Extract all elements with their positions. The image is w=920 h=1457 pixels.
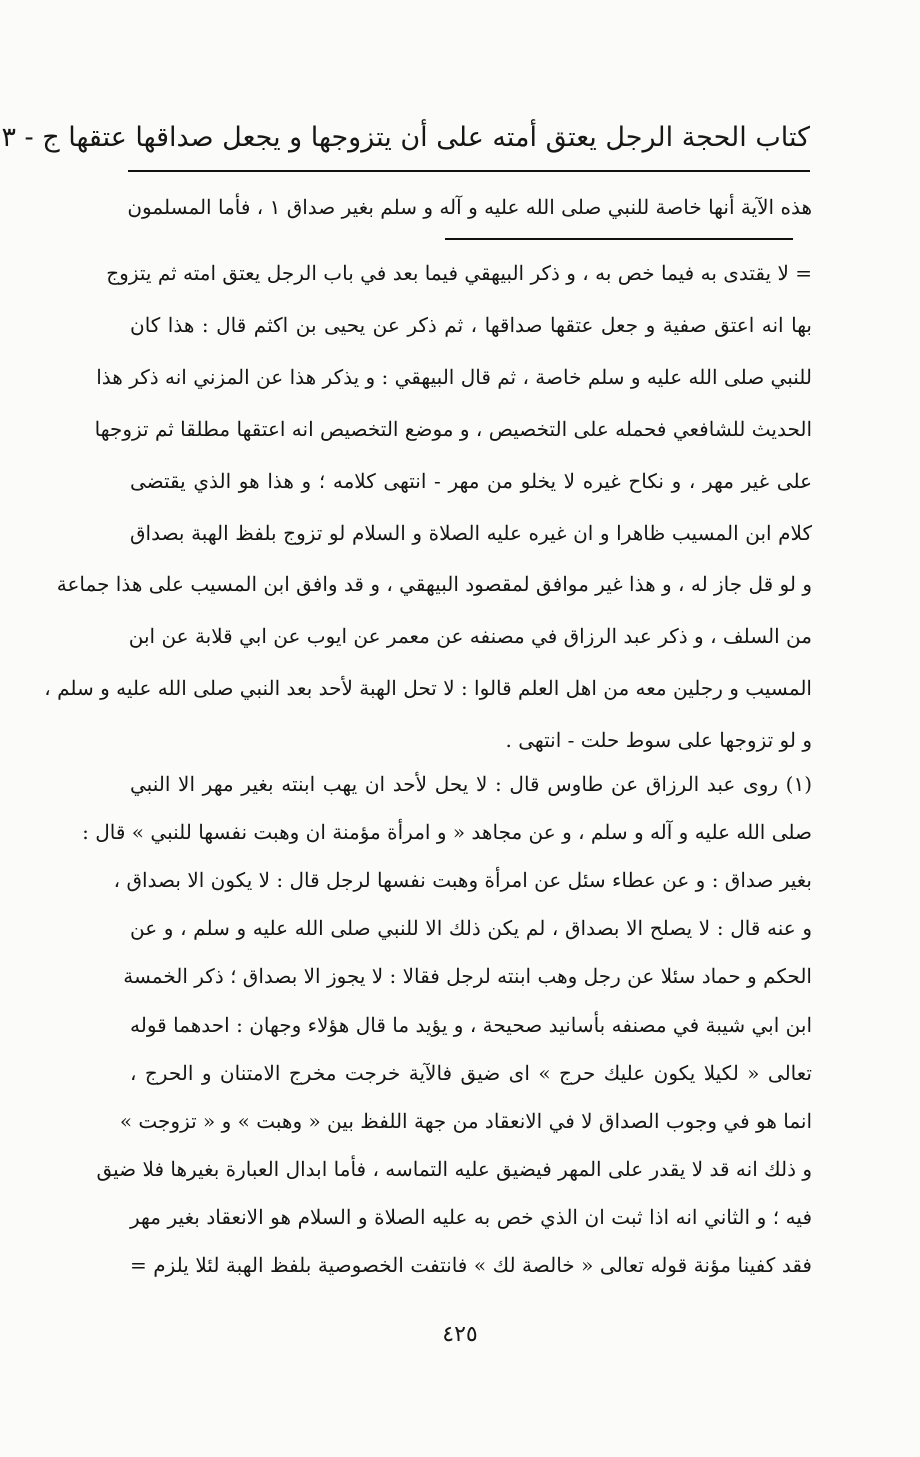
- text-line: و عنه قال : لا يصلح الا بصداق ، لم يكن ذلك الا للنبي صلى الله عليه و سلم ، و عن: [130, 916, 812, 941]
- page-number: ٤٢٥: [442, 1322, 478, 1347]
- text-line: بها انه اعتق صفية و جعل عتقها صداقها ، ثم ذكر عن يحيى بن اكثم قال : هذا كان: [130, 312, 812, 337]
- footnote-rule: [445, 238, 793, 240]
- text-line: و لو قل جاز له ، و هذا غير موافق لمقصود البيهقي ، و قد وافق ابن المسيب على هذا جماعة: [56, 572, 812, 597]
- text-line: فيه ؛ و الثاني انه اذا ثبت ان الذي خص به عليه الصلاة و السلام هو الانعقاد بغير مهر: [130, 1204, 812, 1229]
- text-line: (١) روى عبد الرزاق عن طاوس قال : لا يحل لأحد ان يهب ابنته بغير مهر الا النبي: [130, 772, 812, 796]
- text-line: ابن ابي شيبة في مصنفه بأسانيد صحيحة ، و يؤيد ما قال هؤلاء وجهان : احدهما قوله: [130, 1012, 812, 1037]
- text-line: و لو تزوجها على سوط حلت - انتهى .: [505, 728, 812, 753]
- text-line: من السلف ، و ذكر عبد الرزاق في مصنفه عن معمر عن ايوب عن ابي قلابة عن ابن: [128, 624, 812, 649]
- text-line: بغير صداق : و عن عطاء سئل عن امرأة وهبت نفسها لرجل قال : لا يكون الا بصداق ،: [113, 868, 812, 893]
- text-line: الحكم و حماد سئلا عن رجل وهب ابنته لرجل فقالا : لا يجوز الا بصداق ؛ ذكر الخمسة: [123, 964, 812, 989]
- text-line: = لا يقتدى به فيما خص به ، و ذكر البيهقي فيما بعد في باب الرجل يعتق امته ثم يتزوج: [106, 261, 812, 285]
- text-line: المسيب و رجلين معه من اهل العلم قالوا : لا تحل الهبة لأحد بعد النبي صلى الله عليه و سلم ،: [44, 676, 812, 701]
- text-line: للنبي صلى الله عليه و سلم خاصة ، ثم قال البيهقي : و يذكر هذا عن المزني انه ذكر هذا: [96, 364, 812, 389]
- main-text-top-line: هذه الآية أنها خاصة للنبي صلى الله عليه و آله و سلم بغير صداق ١ ، فأما المسلمون: [127, 195, 812, 219]
- text-line: على غير مهر ، و نكاح غيره لا يخلو من مهر - انتهى كلامه ؛ و هذا هو الذي يقتضى: [130, 468, 812, 493]
- text-line: كلام ابن المسيب ظاهرا و ان غيره عليه الصلاة و السلام لو تزوج بلفظ الهبة بصداق: [130, 520, 813, 545]
- running-header: كتاب الحجة الرجل يعتق أمته على أن يتزوجها و يجعل صداقها عتقها ج - ٣: [1, 122, 810, 153]
- text-line: فقد كفينا مؤنة قوله تعالى « خالصة لك » فانتفت الخصوصية بلفظ الهبة لئلا يلزم =: [130, 1253, 812, 1277]
- text-line: الحديث للشافعي فحمله على التخصيص ، و موضع التخصيص انه اعتقها مطلقا ثم تزوجها: [94, 416, 812, 441]
- text-line: انما هو في وجوب الصداق لا في الانعقاد من جهة اللفظ بين « وهبت » و « تزوجت »: [119, 1108, 812, 1133]
- text-line: صلى الله عليه و آله و سلم ، و عن مجاهد « و امرأة مؤمنة ان وهبت نفسها للنبي » قال :: [82, 820, 812, 845]
- text-line: تعالى « لكيلا يكون عليك حرج » اى ضيق فالآية خرجت مخرج الامتنان و الحرج ،: [130, 1060, 812, 1085]
- text-line: و ذلك انه قد لا يقدر على المهر فيضيق عليه التماسه ، فأما ابدال العبارة بغيرها فلا ضيق: [96, 1156, 812, 1181]
- header-rule: [128, 170, 810, 172]
